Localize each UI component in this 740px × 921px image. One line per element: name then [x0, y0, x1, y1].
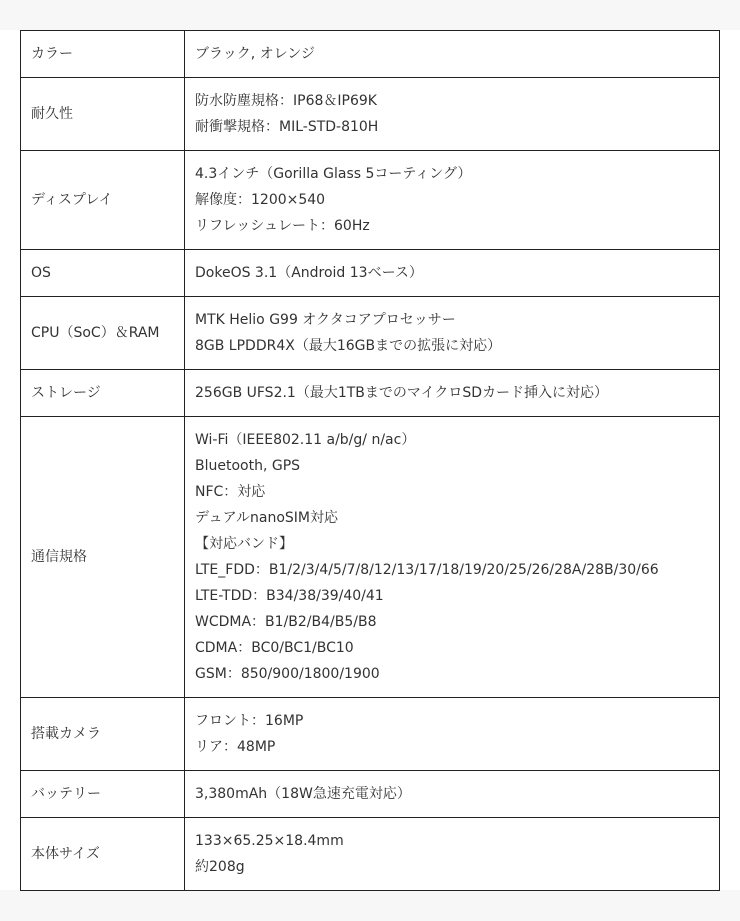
spec-value	[185, 78, 720, 151]
spec-value-line: LTE-TDD：B34/38/39/40/41	[195, 588, 384, 604]
spec-row	[21, 31, 720, 78]
spec-value	[185, 818, 720, 891]
spec-row	[21, 78, 720, 151]
spec-value-line: 256GB UFS2.1（最大1TBまでのマイクロSDカード挿入に対応）	[195, 385, 608, 401]
spec-value-line: NFC：対応	[195, 484, 266, 500]
spec-row	[21, 771, 720, 818]
spec-value-line: 約208g	[195, 859, 245, 875]
spec-value-line: Wi-Fi（IEEE802.11 a/b/g/ n/ac）	[195, 432, 416, 448]
spec-label: ディスプレイ	[21, 151, 185, 250]
spec-value-line: Bluetooth, GPS	[195, 458, 301, 474]
spec-value-line: CDMA：BC0/BC1/BC10	[195, 640, 354, 656]
spec-value-line: GSM：850/900/1800/1900	[195, 666, 380, 682]
spec-value-line: フロント：16MP	[195, 713, 304, 729]
spec-value	[185, 370, 720, 417]
spec-label: 耐久性	[21, 78, 185, 151]
spec-value-line: WCDMA：B1/B2/B4/B5/B8	[195, 614, 377, 630]
spec-value-line: ブラック, オレンジ	[195, 46, 315, 62]
spec-label: OS	[21, 250, 185, 297]
spec-value	[185, 771, 720, 818]
spec-label: ストレージ	[21, 370, 185, 417]
spec-row	[21, 250, 720, 297]
spec-value-line: リフレッシュレート：60Hz	[195, 218, 370, 234]
spec-value-line: リア：48MP	[195, 739, 276, 755]
spec-row	[21, 698, 720, 771]
spec-label: 通信規格	[21, 417, 185, 698]
spec-row	[21, 417, 720, 698]
spec-label: 搭載カメラ	[21, 698, 185, 771]
spec-value	[185, 698, 720, 771]
spec-value	[185, 31, 720, 78]
spec-value-line: 133×65.25×18.4mm	[195, 833, 344, 849]
spec-table	[20, 30, 720, 891]
spec-value-line: MTK Helio G99 オクタコアプロセッサー	[195, 312, 456, 328]
spec-label: カラー	[21, 31, 185, 78]
spec-value-line: デュアルnanoSIM対応	[195, 510, 339, 526]
spec-value-line: DokeOS 3.1（Android 13ベース）	[195, 265, 423, 281]
spec-row	[21, 151, 720, 250]
spec-table-body	[21, 31, 720, 891]
spec-label: 本体サイズ	[21, 818, 185, 891]
spec-value	[185, 250, 720, 297]
spec-value-line: 3,380mAh（18W急速充電対応）	[195, 786, 411, 802]
spec-value	[185, 151, 720, 250]
spec-value-line: 【対応バンド】	[195, 536, 293, 552]
spec-value-line: 耐衝撃規格：MIL-STD-810H	[195, 119, 379, 135]
spec-value-line: 8GB LPDDR4X（最大16GBまでの拡張に対応）	[195, 338, 502, 354]
spec-label: バッテリー	[21, 771, 185, 818]
page-content	[0, 30, 740, 890]
spec-value	[185, 297, 720, 370]
spec-value-line: 4.3インチ（Gorilla Glass 5コーティング）	[195, 166, 472, 182]
spec-value	[185, 417, 720, 698]
spec-value-line: 防水防塵規格：IP68＆IP69K	[195, 93, 377, 109]
spec-value-line: 解像度：1200×540	[195, 192, 326, 208]
spec-row	[21, 297, 720, 370]
spec-row	[21, 370, 720, 417]
spec-row	[21, 818, 720, 891]
spec-label: CPU（SoC）＆RAM	[21, 297, 185, 370]
spec-value-line: LTE_FDD：B1/2/3/4/5/7/8/12/13/17/18/19/20/25/26/28A/28B/30/66	[195, 562, 659, 578]
